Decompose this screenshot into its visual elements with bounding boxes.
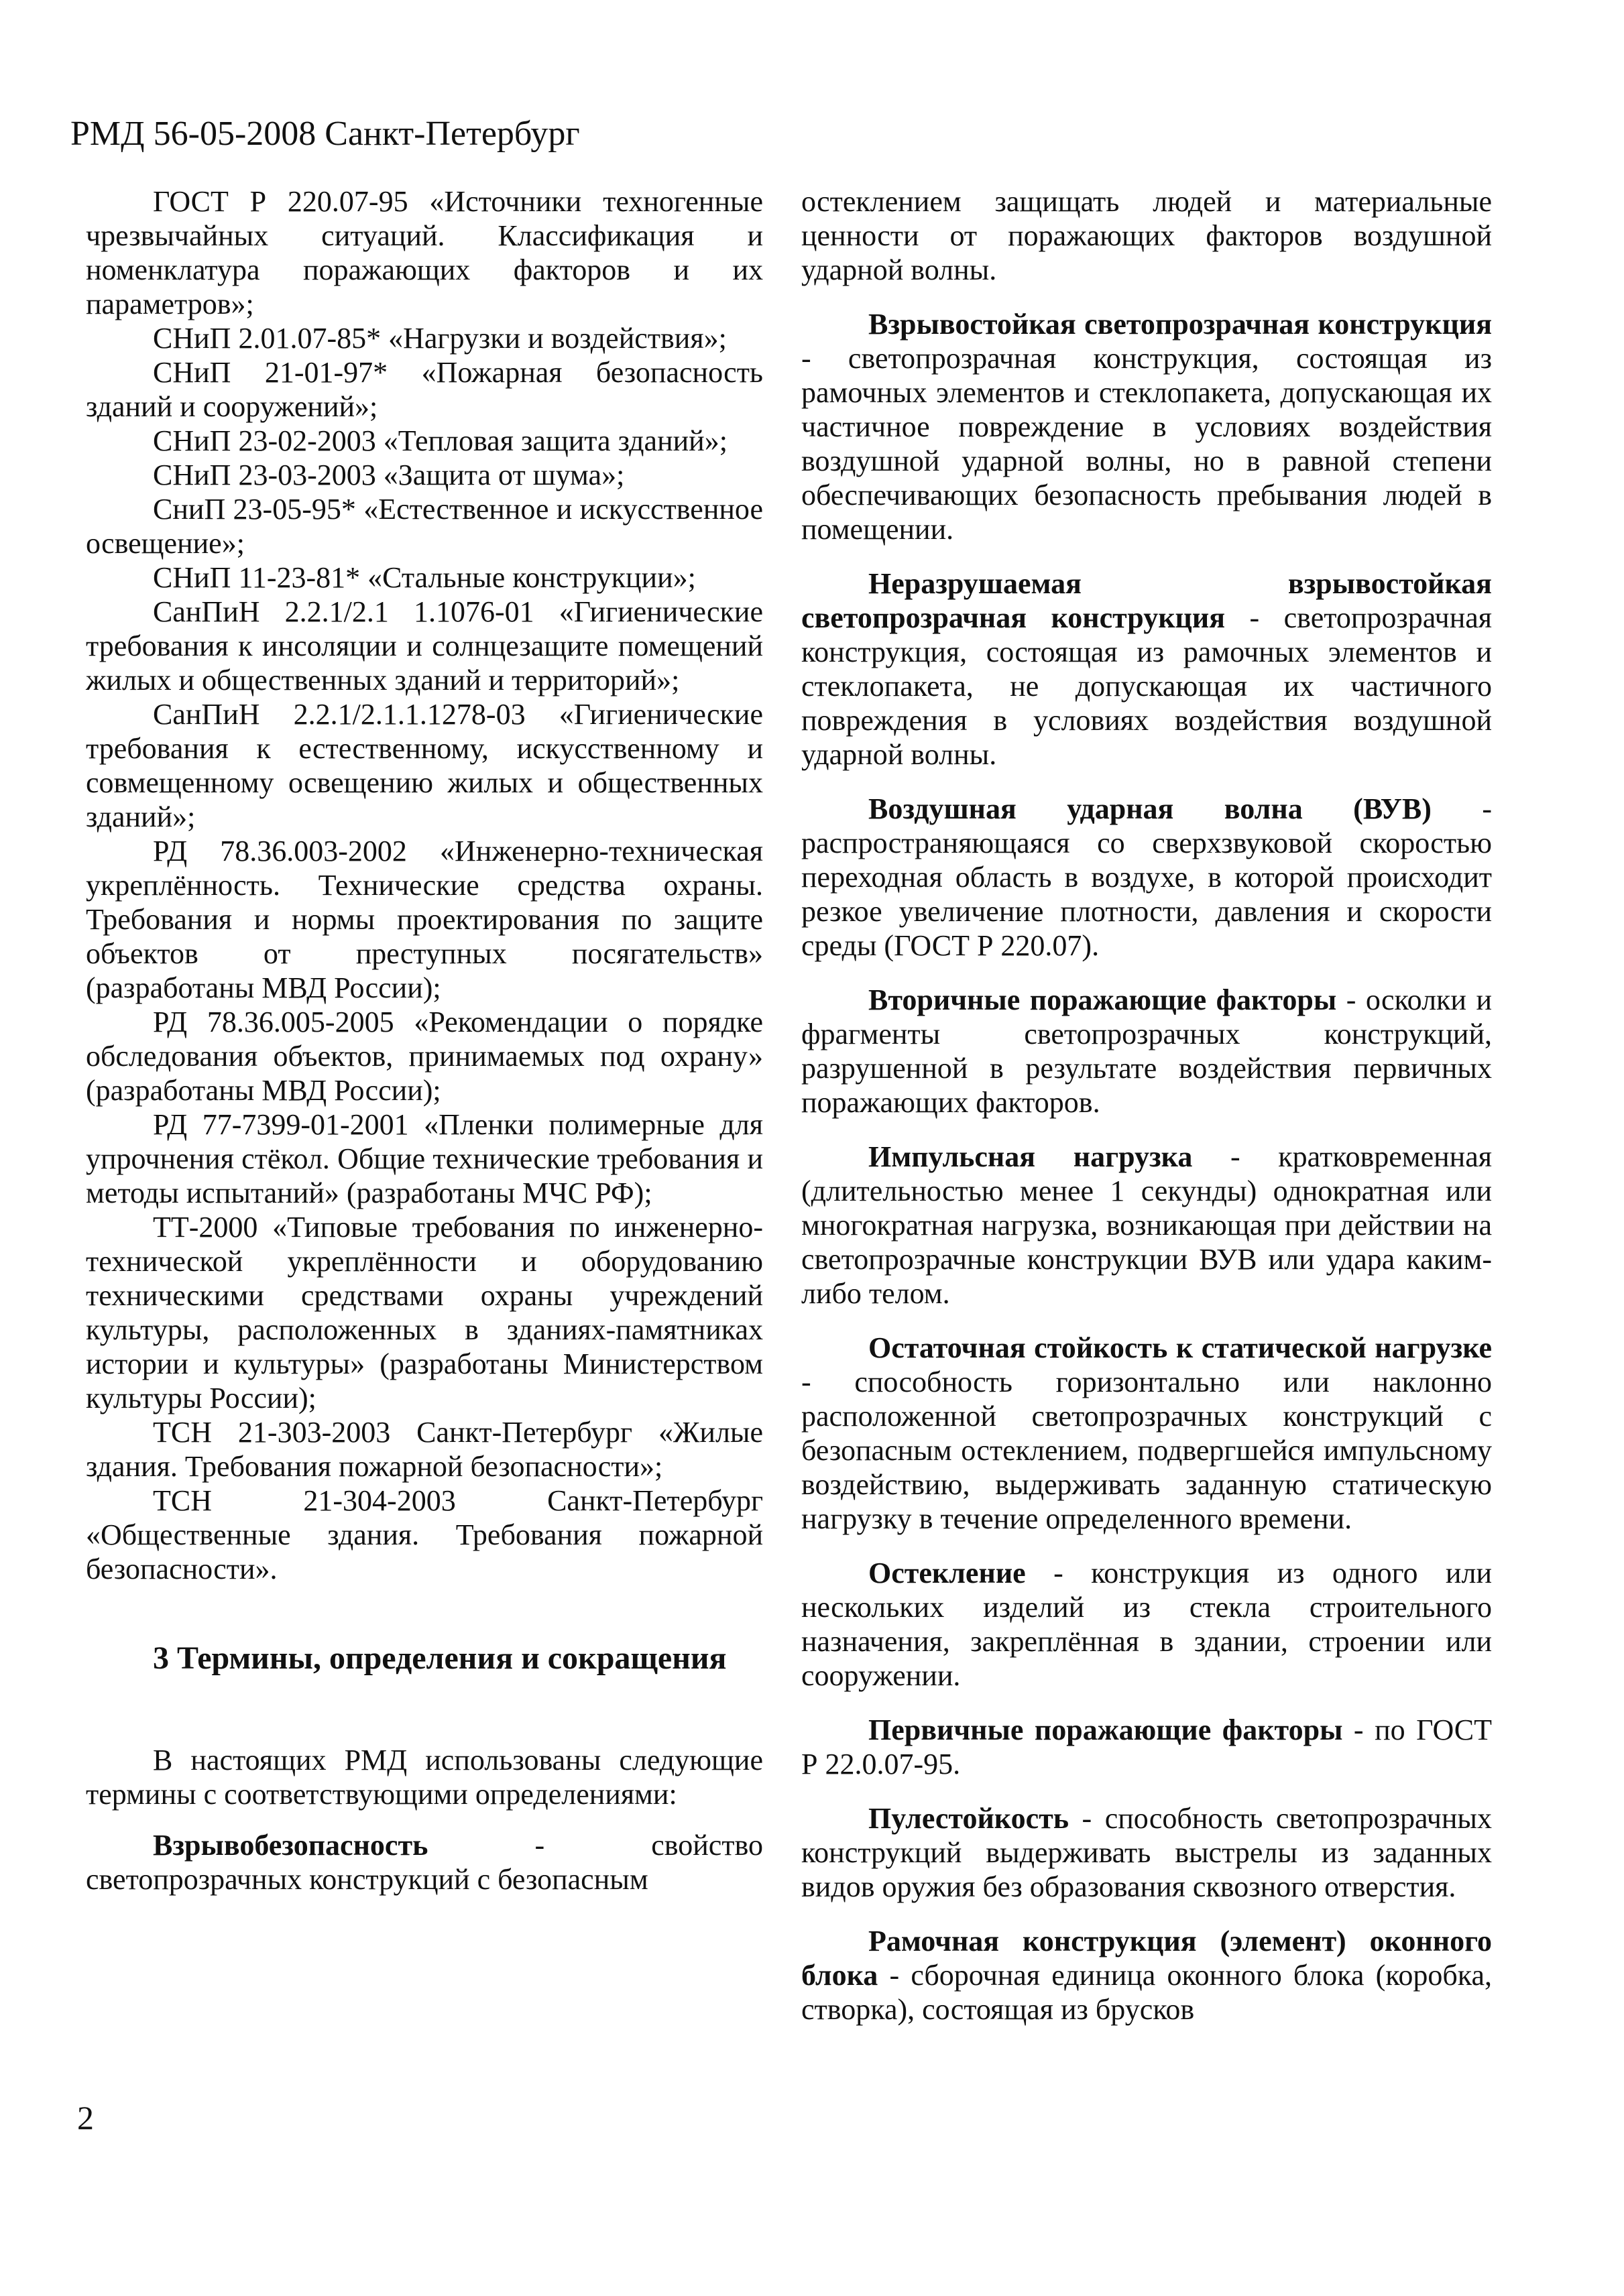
term-definition: [801, 1331, 1492, 1536]
term-definition: [801, 566, 1492, 772]
term-definition: [801, 1924, 1492, 2027]
term-name: Импульсная нагрузка: [868, 1140, 1193, 1173]
term-name: Рамочная конструкция (элемент) оконного блока: [801, 1925, 1492, 1992]
intro-text: В настоящих РМД использованы следующие термины с соответствующими определениями:: [86, 1744, 763, 1811]
term-def: - сборочная единица оконного блока (коробка, створка), состоящая из брусков: [801, 1959, 1492, 2026]
term-def: - конструкция из одного или нескольких изделий из стекла строительного назначения, закреплённая в здании, строении или сооружении.: [801, 1557, 1492, 1692]
term-name: Остаточная стойкость к статической нагрузке: [868, 1331, 1492, 1364]
term-def: - способность светопрозрачных конструкций выдерживать выстрелы из заданных видов оружия без образования сквозного отверстия.: [801, 1802, 1492, 1903]
term-def: - кратковременная (длительностью менее 1 секунды) однократная или многократная нагрузка, возникающая при действии на светопрозрачные конструкции ВУВ или удара каким-либо телом.: [801, 1140, 1492, 1310]
term-name: Остекление: [868, 1557, 1026, 1589]
term-definition: [801, 1140, 1492, 1311]
term-def: - распространяющаяся со сверхзвуковой скоростью переходная область в воздухе, в которой происходит резкое увеличение плотности, давления и скорости среды (ГОСТ Р 220.07).: [801, 792, 1492, 962]
term-def: - осколки и фрагменты светопрозрачных конструкций, разрушенной в результате воздействия первичных поражающих факторов.: [801, 983, 1492, 1119]
reference-item: ТТ-2000 «Типовые требования по инженерно-технической укреплённости и оборудованию техническими средствами охраны учреждений культуры, расположенных в зданиях-памятниках истории и культуры» (разработаны Министерством культуры России);: [86, 1211, 763, 1414]
term-def: - способность горизонтально или наклонно расположенной светопрозрачных конструкций с безопасным остеклением, подвергшейся импульсному воздействию, выдерживать заданную статическую нагрузку в течение определенного времени.: [801, 1366, 1492, 1535]
term-def: - по ГОСТ Р 22.0.07-95.: [801, 1713, 1492, 1780]
term-definition: [801, 1556, 1492, 1693]
term-definition: [801, 1801, 1492, 1904]
reference-item: СНиП 23-03-2003 «Защита от шума»;: [153, 459, 625, 491]
reference-item: РД 78.36.003-2002 «Инженерно-техническая укреплённость. Технические средства охраны. Требования и нормы проектирования по защите объектов от преступных посягательств» (разработаны МВД России);: [86, 835, 763, 1004]
reference-item: ТСН 21-304-2003 Санкт-Петербург «Общественные здания. Требования пожарной безопасности».: [86, 1484, 763, 1585]
term-name: Неразрушаемая взрывостойкая светопрозрачная конструкция: [801, 567, 1492, 634]
term-def: - светопрозрачная конструкция, состоящая из рамочных элементов и стеклопакета, допускающая их частичное повреждение в условиях воздействия воздушной ударной волны, но в равной степени обеспечивающих безопасность пребывания людей в помещении.: [801, 342, 1492, 546]
term-name: Взрывобезопасность: [153, 1829, 428, 1862]
reference-item: СниП 23-05-95* «Естественное и искусственное освещение»;: [86, 493, 763, 560]
reference-item: СНиП 21-01-97* «Пожарная безопасность зданий и сооружений»;: [86, 356, 763, 423]
reference-item: СНиП 2.01.07-85* «Нагрузки и воздействия»;: [153, 322, 727, 355]
page-number: 2: [77, 2099, 94, 2136]
reference-item: СНиП 23-02-2003 «Тепловая защита зданий»;: [153, 424, 728, 457]
reference-item: СНиП 11-23-81* «Стальные конструкции»;: [153, 561, 696, 594]
term-definition: [801, 983, 1492, 1120]
document-header: РМД 56-05-2008 Санкт-Петербург: [70, 115, 580, 153]
term-name: Пулестойкость: [868, 1802, 1069, 1835]
left-column: [86, 184, 763, 1896]
term-name: Первичные поражающие факторы: [868, 1713, 1343, 1746]
reference-item: ТСН 21-303-2003 Санкт-Петербург «Жилые здания. Требования пожарной безопасности»;: [86, 1416, 763, 1483]
reference-item: СанПиН 2.2.1/2.1 1.1076-01 «Гигиенические требования к инсоляции и солнцезащите помещений жилых и общественных зданий и территорий»;: [86, 595, 763, 697]
continuation-text: остеклением защищать людей и материальные ценности от поражающих факторов воздушной ударной волны.: [801, 185, 1492, 286]
term-definition: [86, 1828, 763, 1896]
term-def: - свойство светопрозрачных конструкций с безопасным: [86, 1829, 763, 1896]
reference-item: ГОСТ Р 220.07-95 «Источники техногенные чрезвычайных ситуаций. Классификация и номенклатура поражающих факторов и их параметров»;: [86, 185, 763, 320]
term-name: Воздушная ударная волна (ВУВ): [868, 792, 1432, 825]
term-def: - светопрозрачная конструкция, состоящая из рамочных элементов и стеклопакета, не допускающая их частичного повреждения в условиях воздействия воздушной ударной волны.: [801, 601, 1493, 771]
term-definition: [801, 1713, 1492, 1781]
reference-item: СанПиН 2.2.1/2.1.1.1278-03 «Гигиенические требования к естественному, искусственному и совмещенному освещению жилых и общественных зданий»;: [86, 698, 763, 833]
term-name: Вторичные поражающие факторы: [868, 983, 1337, 1016]
right-column: [801, 184, 1492, 2047]
term-definition: [801, 307, 1492, 546]
term-definition: [801, 792, 1492, 963]
reference-item: РД 77-7399-01-2001 «Пленки полимерные для упрочнения стёкол. Общие технические требования и методы испытаний» (разработаны МЧС РФ);: [86, 1108, 763, 1209]
term-name: Взрывостойкая светопрозрачная конструкция: [868, 308, 1492, 341]
section-title: 3 Термины, определения и сокращения: [153, 1640, 727, 1676]
reference-item: РД 78.36.005-2005 «Рекомендации о порядке обследования объектов, принимаемых под охрану» (разработаны МВД России);: [86, 1006, 763, 1107]
